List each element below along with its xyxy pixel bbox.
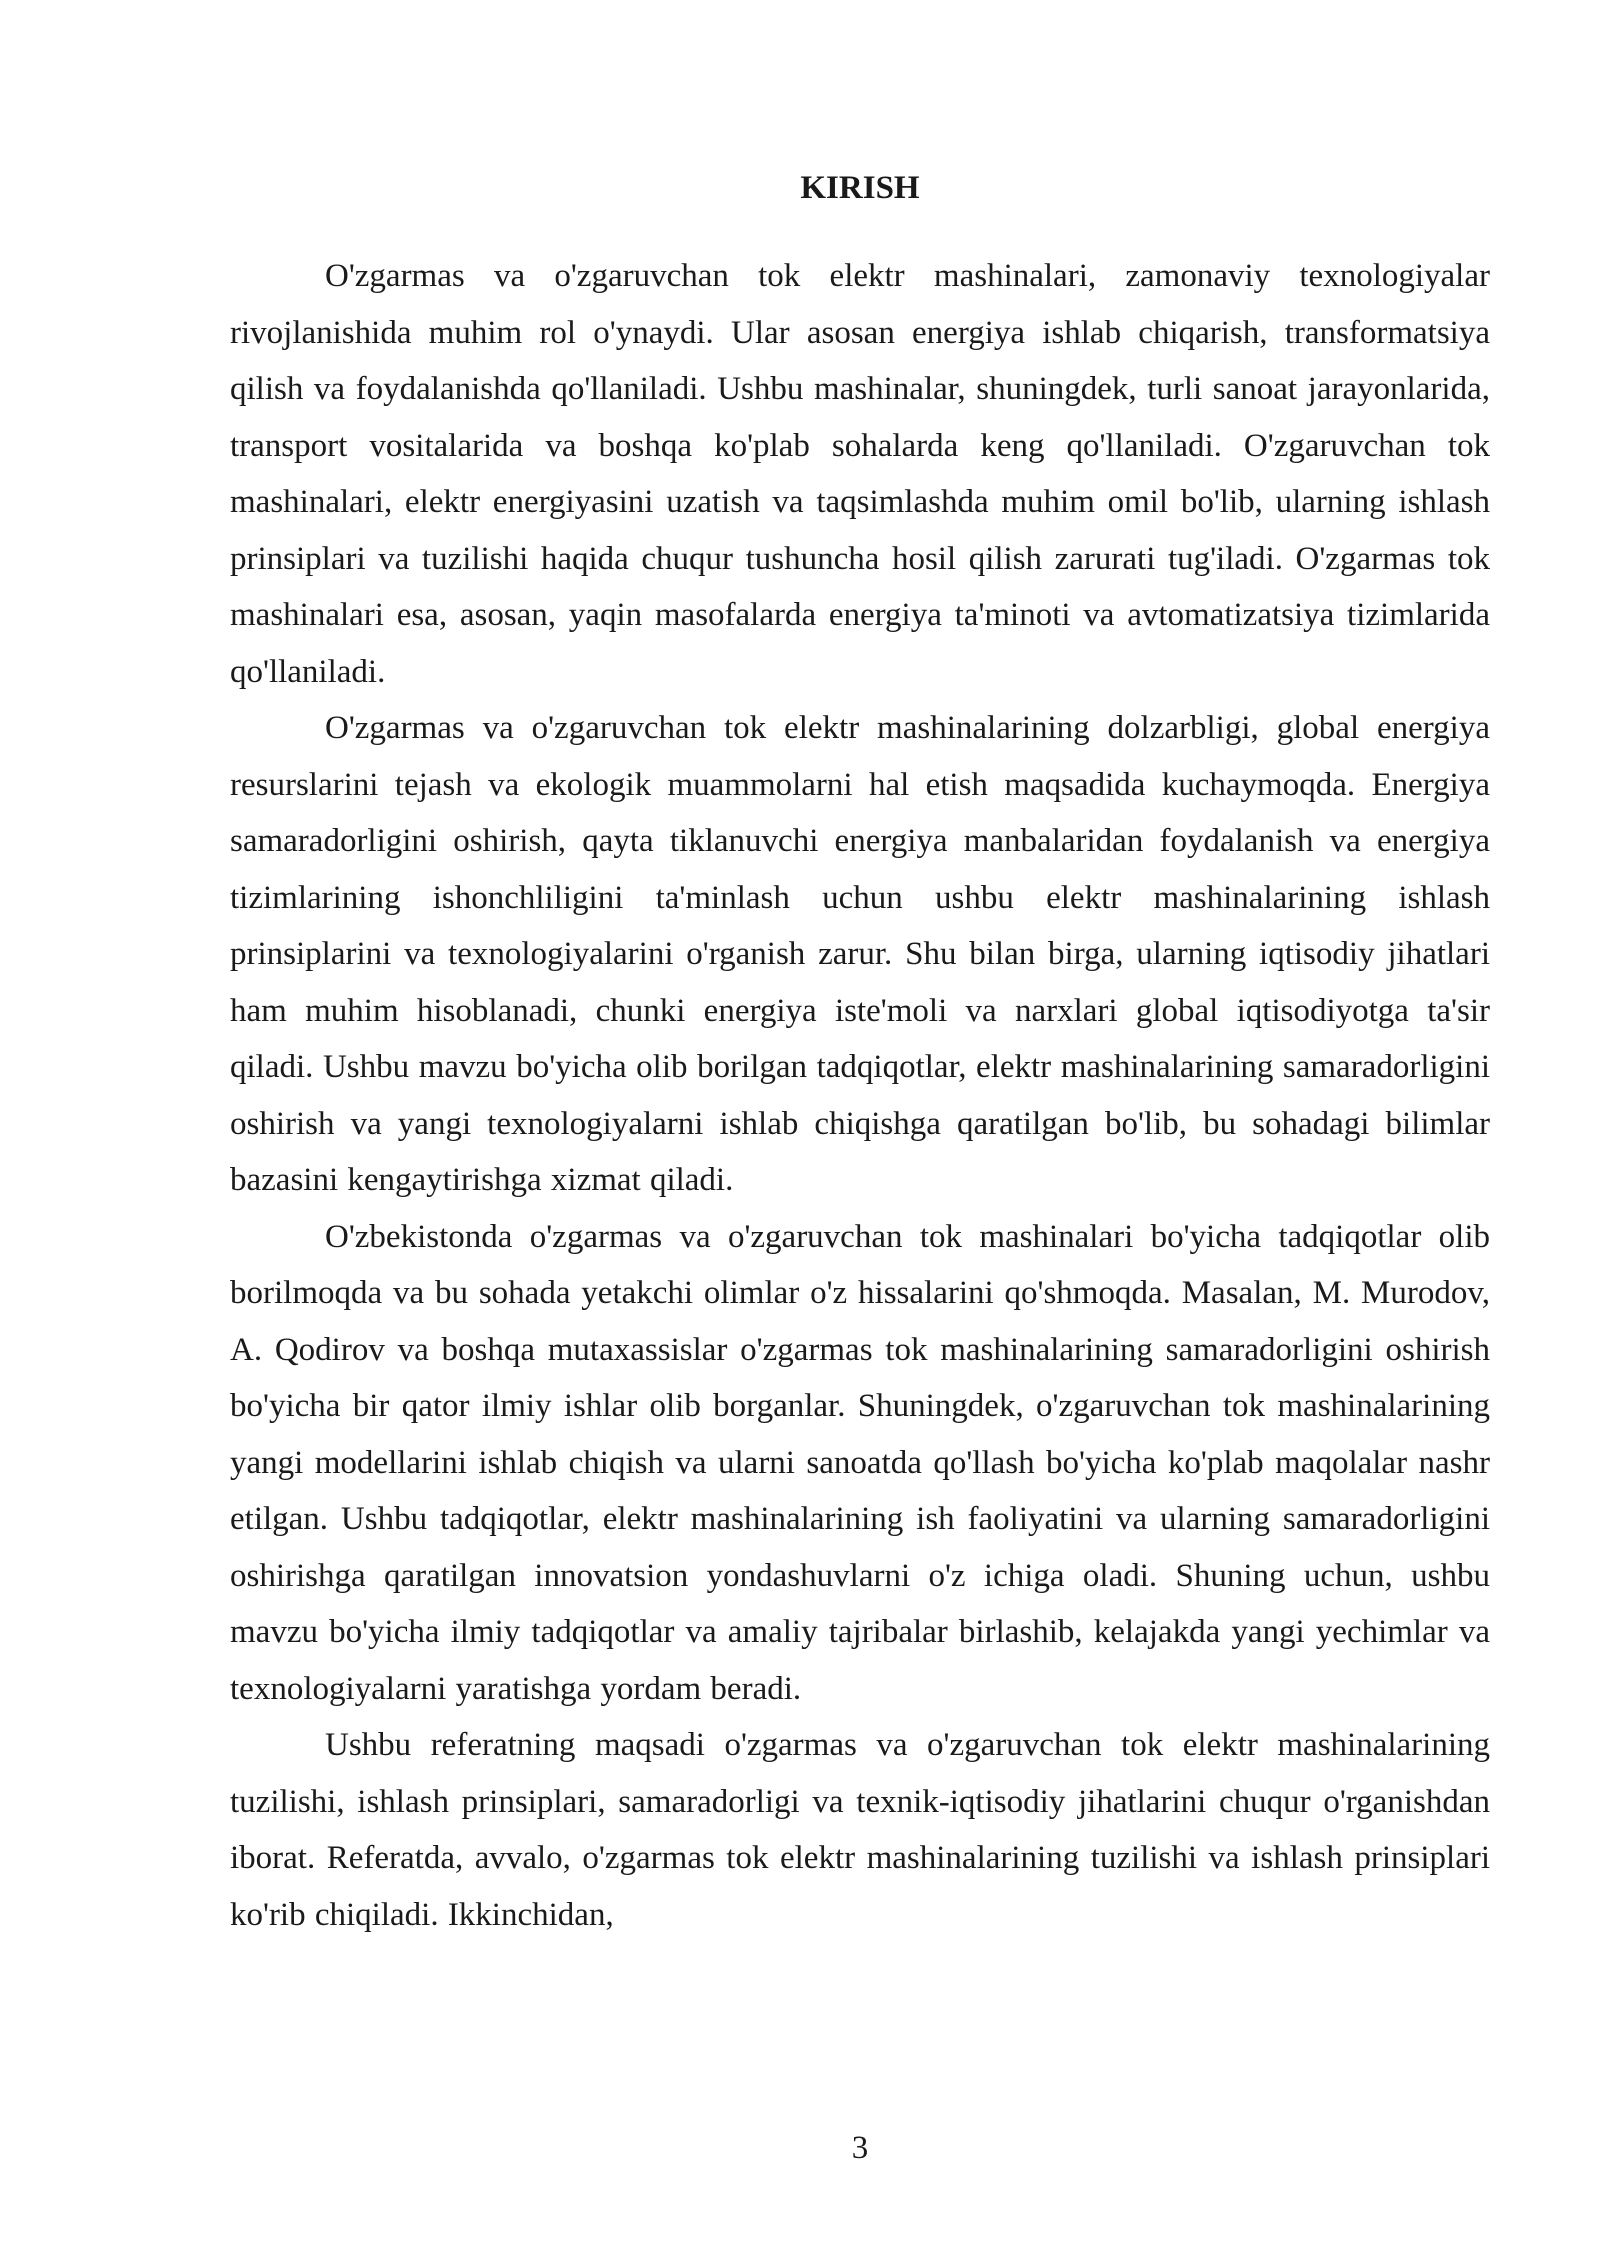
paragraph-2: O'zgarmas va o'zgaruvchan tok elektr mashinalarining dolzarbligi, global energiya resurslarini tejash va ekologik muammolarni hal etish maqsadida kuchaymoqda. Energiya samaradorligini oshirish, qayta tiklanuvchi energiya manbalaridan foydalanish va energiya tizimlarining ishonchliligini ta'minlash uchun ushbu elektr mashinalarining ishlash prinsiplarini va texnologiyalarini o'rganish zarur. Shu bilan birga, ularning iqtisodiy jihatlari ham muhim hisoblanadi, chunki energiya iste'moli va narxlari global iqtisodiyotga ta'sir qiladi. Ushbu mavzu bo'yicha olib borilgan tadqiqotlar, elektr mashinalarining samaradorligini oshirish va yangi texnologiyalarni ishlab chiqishga qaratilgan bo'lib, bu sohadagi bilimlar bazasini kengaytirishga xizmat qiladi. (230, 710, 1490, 1198)
page-title: KIRISH (800, 170, 920, 206)
body-text (230, 248, 1490, 1943)
paragraph-1: O'zgarmas va o'zgaruvchan tok elektr mashinalari, zamonaviy texnologiyalar rivojlanishida muhim rol o'ynaydi. Ular asosan energiya ishlab chiqarish, transformatsiya qilish va foydalanishda qo'llaniladi. Ushbu mashinalar, shuningdek, turli sanoat jarayonlarida, transport vositalarida va boshqa ko'plab sohalarda keng qo'llaniladi. O'zgaruvchan tok mashinalari, elektr energiyasini uzatish va taqsimlashda muhim omil bo'lib, ularning ishlash prinsiplari va tuzilishi haqida chuqur tushuncha hosil qilish zarurati tug'iladi. O'zgarmas tok mashinalari esa, asosan, yaqin masofalarda energiya ta'minoti va avtomatizatsiya tizimlarida qo'llaniladi. (230, 258, 1490, 690)
page-number: 3 (851, 2130, 869, 2166)
paragraph-4: Ushbu referatning maqsadi o'zgarmas va o'zgaruvchan tok elektr mashinalarining tuzilishi, ishlash prinsiplari, samaradorligi va texnik-iqtisodiy jihatlarini chuqur o'rganishdan iborat. Referatda, avvalo, o'zgarmas tok elektr mashinalarining tuzilishi va ishlash prinsiplari ko'rib chiqiladi. Ikkinchidan, (230, 1727, 1490, 1933)
document-page (230, 0, 1490, 2262)
paragraph-3: O'zbekistonda o'zgarmas va o'zgaruvchan tok mashinalari bo'yicha tadqiqotlar olib borilmoqda va bu sohada yetakchi olimlar o'z hissalarini qo'shmoqda. Masalan, M. Murodov, A. Qodirov va boshqa mutaxassislar o'zgarmas tok mashinalarining samaradorligini oshirish bo'yicha bir qator ilmiy ishlar olib borganlar. Shuningdek, o'zgaruvchan tok mashinalarining yangi modellarini ishlab chiqish va ularni sanoatda qo'llash bo'yicha ko'plab maqolalar nashr etilgan. Ushbu tadqiqotlar, elektr mashinalarining ish faoliyatini va ularning samaradorligini oshirishga qaratilgan innovatsion yondashuvlarni o'z ichiga oladi. Shuning uchun, ushbu mavzu bo'yicha ilmiy tadqiqotlar va amaliy tajribalar birlashib, kelajakda yangi yechimlar va texnologiyalarni yaratishga yordam beradi. (230, 1218, 1490, 1707)
